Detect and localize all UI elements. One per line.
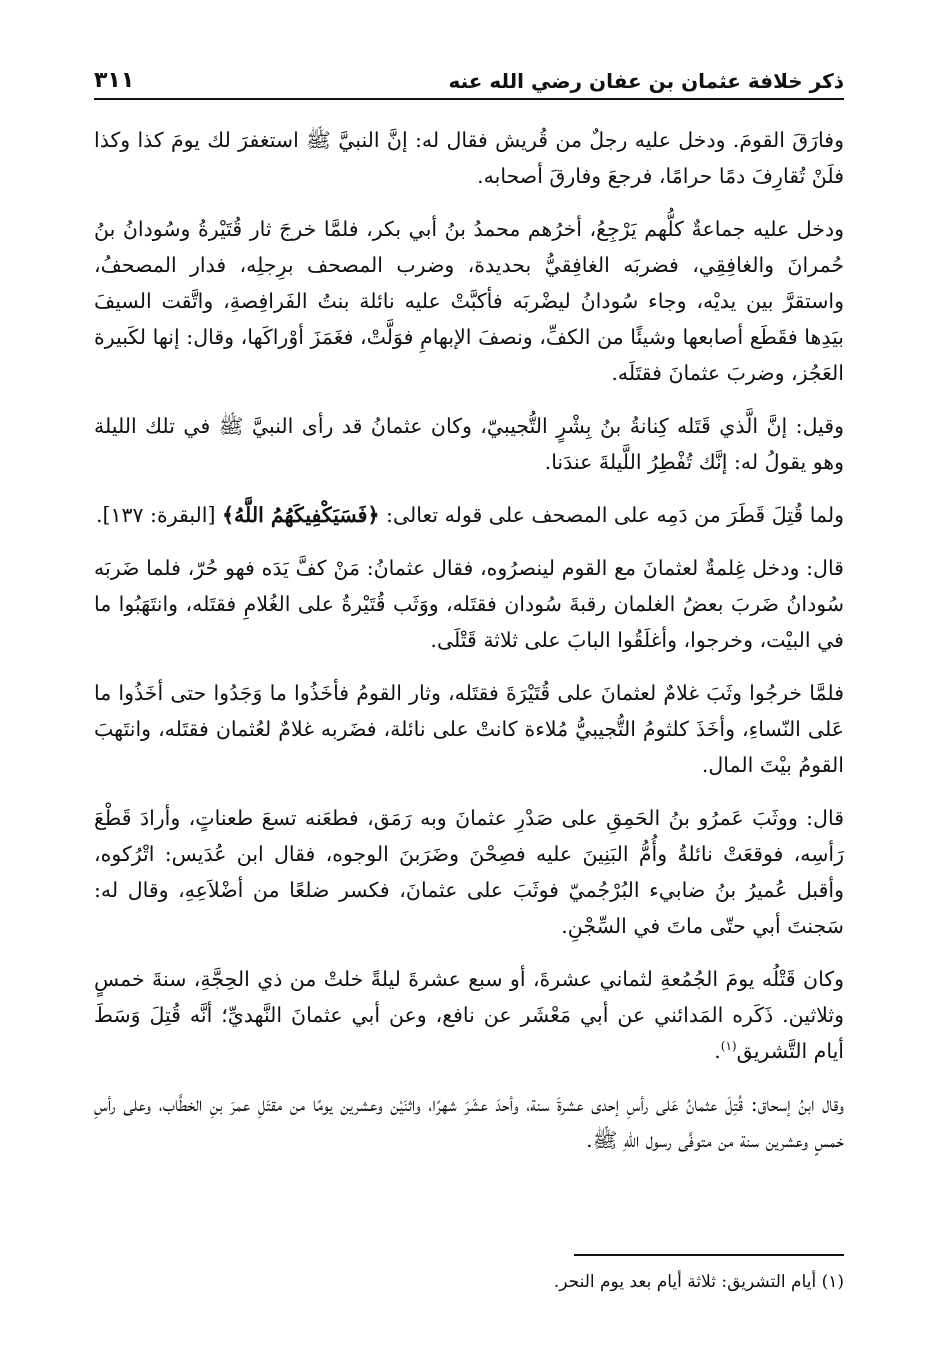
paragraph-8-text: وكان قَتْلُه يومَ الجُمُعةِ لثماني عشرةَ، أو سبع عشرةَ ليلةً خلتْ من ذي الحِجَّةِ، سنةَ خمسٍ وثلاثين. ذَكَره المَدائني عن أبي مَعْشَر عن نافع، وعن أبي عثمانَ النَّهديِّ؛ أنَّه قُتِلَ وَسَطَ أيام التَّشريق <box>94 967 844 1063</box>
quran-reference: [البقرة: ١٣٧]. <box>95 503 216 527</box>
page-number: ٣١١ <box>94 68 135 93</box>
footnote-reference: (١) <box>720 1039 737 1054</box>
footnote: (١) أيام التشريق: ثلاثة أيام بعد يوم النحر. <box>553 1272 844 1292</box>
paragraph-2: ودخل عليه جماعةٌ كلُّهم يَرْجِعُ، أخرُهم محمدُ بنُ أبي بكر، فلمَّا خرجَ ثار قُتَيْرةُ وسُودانُ بنُ حُمرانَ والغافِقِي، فضربَه الغافِقيُّ بحديدة، وضرب المصحف برِجلِه، فدار المصحفُ، واستقرَّ بين يديْه، وجاء سُودانُ ليضْربَه فأكبَّتْ عليه نائلة بنتُ الفَرافِصةِ، واتَّقت السيفَ بيَدِها فقَطَع أصابعها وشيئًا من الكفِّ، ونصفَ الإبهامِ فوَلَّتْ، فغَمَزَ أوْراكَها، وقال: إنها لكَبيرة العَجُز، وضربَ عثمانَ فقتَلَه. <box>94 217 844 385</box>
paragraph-6: فلمَّا خرجُوا وثَبَ غلامٌ لعثمانَ على قُتَيْرَةَ فقتَله، وثار القومُ فأخَذُوا ما وَجَدُوا حتى أخَذُوا ما عَلى النّساءِ، وأخَذَ كلثومُ التُّجيبيُّ مُلاءة كانتْ على نائلة، فضَربه غلامٌ لعُثمان فقتَله، وانتَهبَ القومُ بيْتَ المال. <box>94 681 844 777</box>
paragraph-1: وفارَقَ القومَ. ودخل عليه رجلٌ من قُريش فقال له: إنَّ النبيَّ ﷺ استغفرَ لك يومَ كذا وكذا فلَنْ تُقارِفَ دمًا حرامًا، فرجعَ وفارقَ أصحابه. <box>94 128 844 188</box>
paragraph-4 <box>94 497 844 533</box>
paragraph-5: قال: ودخل غِلمةٌ لعثمانَ مع القوم لينصرُوه، فقال عثمانُ: مَنْ كفَّ يَدَه فهو حُرّ، فلما ضَربَه سُودانُ ضَربَ بعضُ الغلمان رقبةَ سُودان فقتَله، ووَثَب قُتَيْرةُ على الغُلامِ فقتَله، وانتَهَبُوا ما في البيْت، وخرجوا، وأغلَقُوا البابَ على ثلاثة قَتْلَى. <box>94 556 844 652</box>
quran-quote: ﴿فَسَيَكْفِيكَهُمُ اللَّهُ﴾ <box>222 503 380 527</box>
paragraph-8: وكان قَتْلُه يومَ الجُمُعةِ لثماني عشرةَ، أو سبع عشرةَ ليلةً خلتْ من ذي الحِجَّةِ، سنةَ خمسٍ وثلاثين. ذَكَره المَدائني عن أبي مَعْشَر عن نافع، وعن أبي عثمانَ النَّهديِّ؛ أنَّه قُتِلَ وَسَطَ أيام التَّشريق$^{(١)}$. <box>94 967 844 1063</box>
paragraph-9: وقال ابنُ إسحاق: قُتِلَ عثمانُ عَلى رأسِ إحدى عشرةَ سنة، وأحدَ عشَرَ شهرًا، واثنَيْن وعشرين يومًا من مقتَلِ عمرَ بنِ الخطَّاب، وعلى رأسِ خمسٍ وعشرين سنة من متوفَّى رسول اللهِ ﷺ. <box>94 1092 844 1152</box>
body-text <box>94 122 844 1158</box>
book-page <box>94 58 844 1348</box>
footnote-divider <box>574 1254 844 1256</box>
paragraph-4-text: ولما قُتِلَ قَطَرَ من دَمِه على المصحف على قوله تعالى: <box>386 503 844 527</box>
paragraph-7: قال: ووثَبَ عَمرُو بنُ الحَمِقِ على صَدْرِ عثمانَ وبه رَمَق، فطعَنه تسعَ طعناتٍ، وأرادَ قَطْعَ رَأسِه، فوقعَتْ نائلةُ وأُمُّ البَنِينَ عليه فصِحْنَ وضَرَبنَ الوجوه، فقال ابن عُدَيس: اتْرُكوه، وأقبل عُميرُ بنُ ضابيء البُرْجُميّ فوثَبَ على عثمانَ، فكسر ضلعًا من أضْلاَعِهِ، وقال له: سَجنتَ أبي حتّى ماتَ في السِّجْنِ. <box>94 806 844 938</box>
paragraph-3: وقيل: إنَّ الَّذي قَتَله كِنانةُ بنُ بِشْرٍ التُّجيبيّ، وكان عثمانُ قد رأى النبيَّ ﷺ في تلك الليلة وهو يقولُ له: إنَّك تُفْطِرُ اللَّيلةَ عندَنا. <box>94 414 844 474</box>
page-header <box>94 58 844 100</box>
running-title: ذكر خلافة عثمان بن عفان رضي الله عنه <box>448 69 844 93</box>
